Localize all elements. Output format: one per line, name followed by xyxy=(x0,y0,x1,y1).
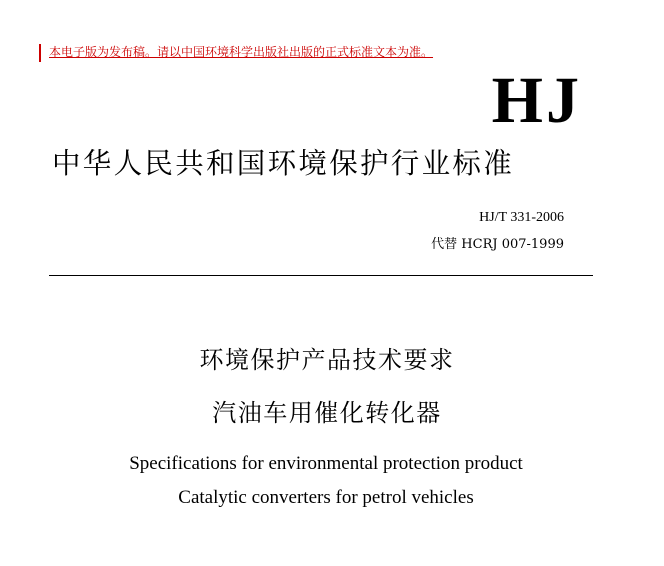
hj-logo: HJ xyxy=(491,64,582,137)
chinese-title-line-1: 环境保护产品技术要求 xyxy=(199,346,455,374)
standard-number: HJ/T 331-2006 xyxy=(479,210,564,225)
english-title-line-1: Specifications for environmental protection product xyxy=(129,453,523,474)
english-title-line-2: Catalytic converters for petrol vehicles xyxy=(178,487,474,508)
notice-marker xyxy=(39,44,41,62)
header-divider xyxy=(49,275,593,276)
replaces-standard: 代替 HCRJ 007-1999 xyxy=(431,237,564,252)
draft-notice: 本电子版为发布稿。请以中国环境科学出版社出版的正式标准文本为准。 xyxy=(49,45,434,59)
chinese-title-line-2: 汽油车用催化转化器 xyxy=(212,399,442,427)
standard-category-title: 中华人民共和国环境保护行业标准 xyxy=(52,147,515,180)
